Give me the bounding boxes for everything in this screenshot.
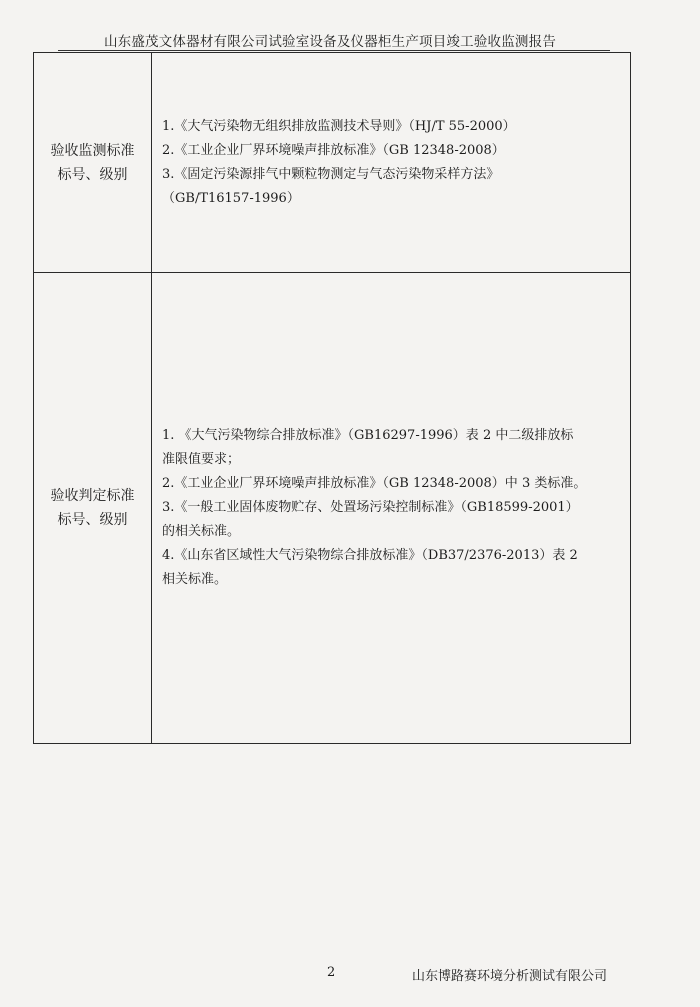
monitoring-label-line-2: 标号、级别 bbox=[57, 166, 128, 183]
list-item: 1.《大气污染物无组织排放监测技术导则》（HJ/T 55-2000） bbox=[162, 118, 516, 134]
judgement-standards-label bbox=[34, 273, 152, 744]
list-item: 准限值要求； bbox=[162, 452, 241, 467]
list-item: 1. 《大气污染物综合排放标准》（GB16297-1996）表 2 中二级排放标 bbox=[162, 428, 574, 443]
list-item: 的相关标准。 bbox=[162, 524, 241, 539]
header-rule bbox=[58, 50, 610, 51]
list-item: 相关标准。 bbox=[162, 572, 228, 587]
judgement-standards-list bbox=[152, 273, 631, 744]
list-item: 3.《固定污染源排气中颗粒物测定与气态污染物采样方法》 bbox=[162, 166, 500, 182]
footer-company-name: 山东博路赛环境分析测试有限公司 bbox=[412, 969, 608, 984]
monitoring-label-line-1: 验收监测标准 bbox=[50, 142, 135, 159]
monitoring-standards-label bbox=[34, 53, 152, 273]
judgement-label-line-1: 验收判定标准 bbox=[50, 488, 135, 504]
judgement-label-line-2: 标号、级别 bbox=[57, 512, 128, 528]
list-item: 2.《工业企业厂界环境噪声排放标准》（GB 12348-2008）中 3 类标准。 bbox=[162, 476, 587, 491]
standards-table bbox=[33, 52, 631, 744]
table-row-judgement-standards bbox=[34, 273, 631, 744]
list-item: 2.《工业企业厂界环境噪声排放标准》（GB 12348-2008） bbox=[162, 142, 505, 158]
table-row-monitoring-standards bbox=[34, 53, 631, 273]
list-item: （GB/T16157-1996） bbox=[162, 190, 300, 206]
list-item: 3.《一般工业固体废物贮存、处置场污染控制标准》（GB18599-2001） bbox=[162, 500, 579, 515]
monitoring-standards-list bbox=[152, 53, 631, 273]
page-number: 2 bbox=[327, 965, 336, 980]
list-item: 4.《山东省区域性大气污染物综合排放标准》（DB37/2376-2013）表 2 bbox=[162, 548, 578, 563]
report-header-title: 山东盛茂文体器材有限公司试验室设备及仪器柜生产项目竣工验收监测报告 bbox=[103, 34, 557, 50]
